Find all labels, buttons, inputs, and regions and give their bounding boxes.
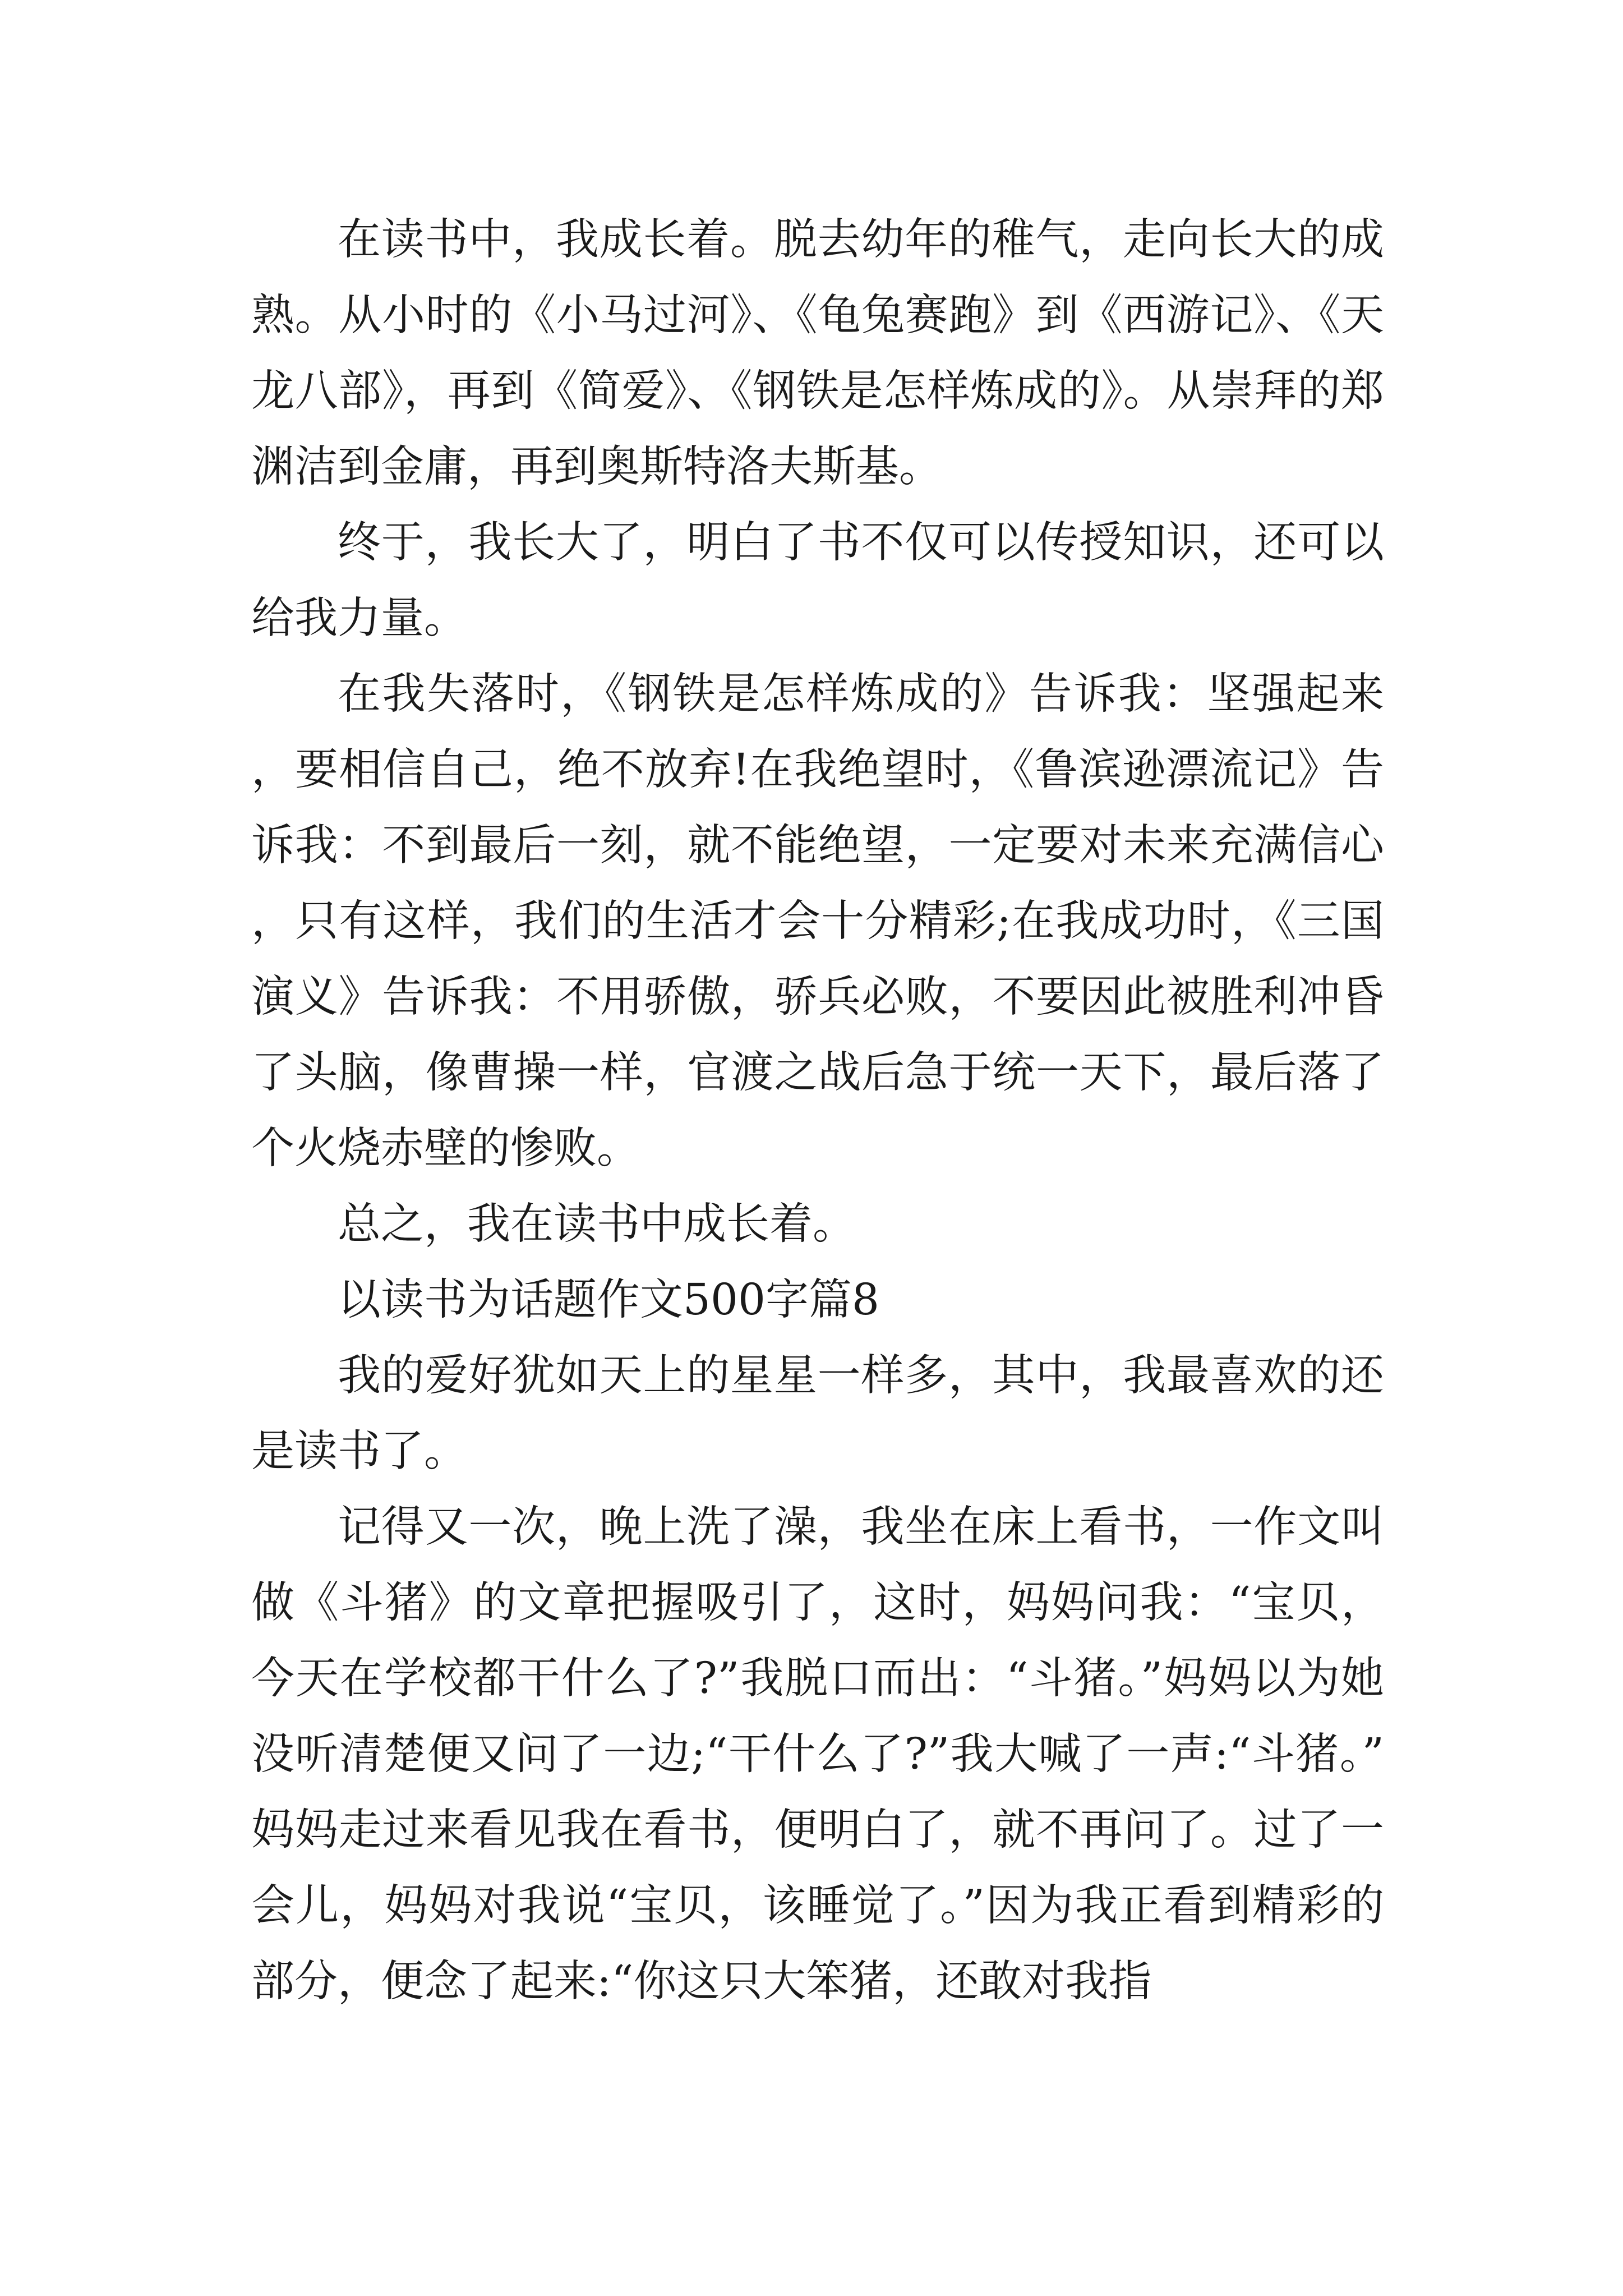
paragraph-1: 在读书中，我成长着。脱去幼年的稚气，走向长大的成熟。从小时的《小马过河》、《龟兔赛跑》到《西游记》、《天龙八部》，再到《简爱》、《钢铁是怎样炼成的》。从崇拜的郑渊洁到金庸，再到奥斯特洛夫斯基。 xyxy=(251,215,1384,492)
paragraph-6: 记得又一次，晚上洗了澡，我坐在床上看书，一作文叫做《斗猪》的文章把握吸引了，这时，妈妈问我：“宝贝，今天在学校都干什么了?”我脱口而出：“斗猪。”妈妈以为她没听清楚便又问了一边;“干什么了?”我大喊了一声:“斗猪。”妈妈走过来看见我在看书，便明白了，就不再问了。过了一会儿，妈妈对我说“宝贝，该睡觉了。”因为我正看到精彩的部分，便念了起来:“你这只大笨猪，还敢对我指 xyxy=(251,1502,1384,2007)
document-page xyxy=(251,202,1384,2019)
paragraph-3: 在我失落时，《钢铁是怎样炼成的》告诉我：坚强起来，要相信自己，绝不放弃!在我绝望时，《鲁滨逊漂流记》告诉我：不到最后一刻，就不能绝望，一定要对未来充满信心，只有这样，我们的生活才会十分精彩;在我成功时，《三国演义》告诉我：不用骄傲，骄兵必败，不要因此被胜利冲昏了头脑，像曹操一样，官渡之战后急于统一天下，最后落了个火烧赤壁的惨败。 xyxy=(251,669,1384,1174)
section-title: 以读书为话题作文500字篇8 xyxy=(338,1275,879,1325)
paragraph-5: 我的爱好犹如天上的星星一样多，其中，我最喜欢的还是读书了。 xyxy=(251,1351,1384,1476)
paragraph-2: 终于，我长大了，明白了书不仅可以传授知识，还可以给我力量。 xyxy=(251,518,1384,643)
paragraph-4: 总之，我在读书中成长着。 xyxy=(338,1199,856,1249)
